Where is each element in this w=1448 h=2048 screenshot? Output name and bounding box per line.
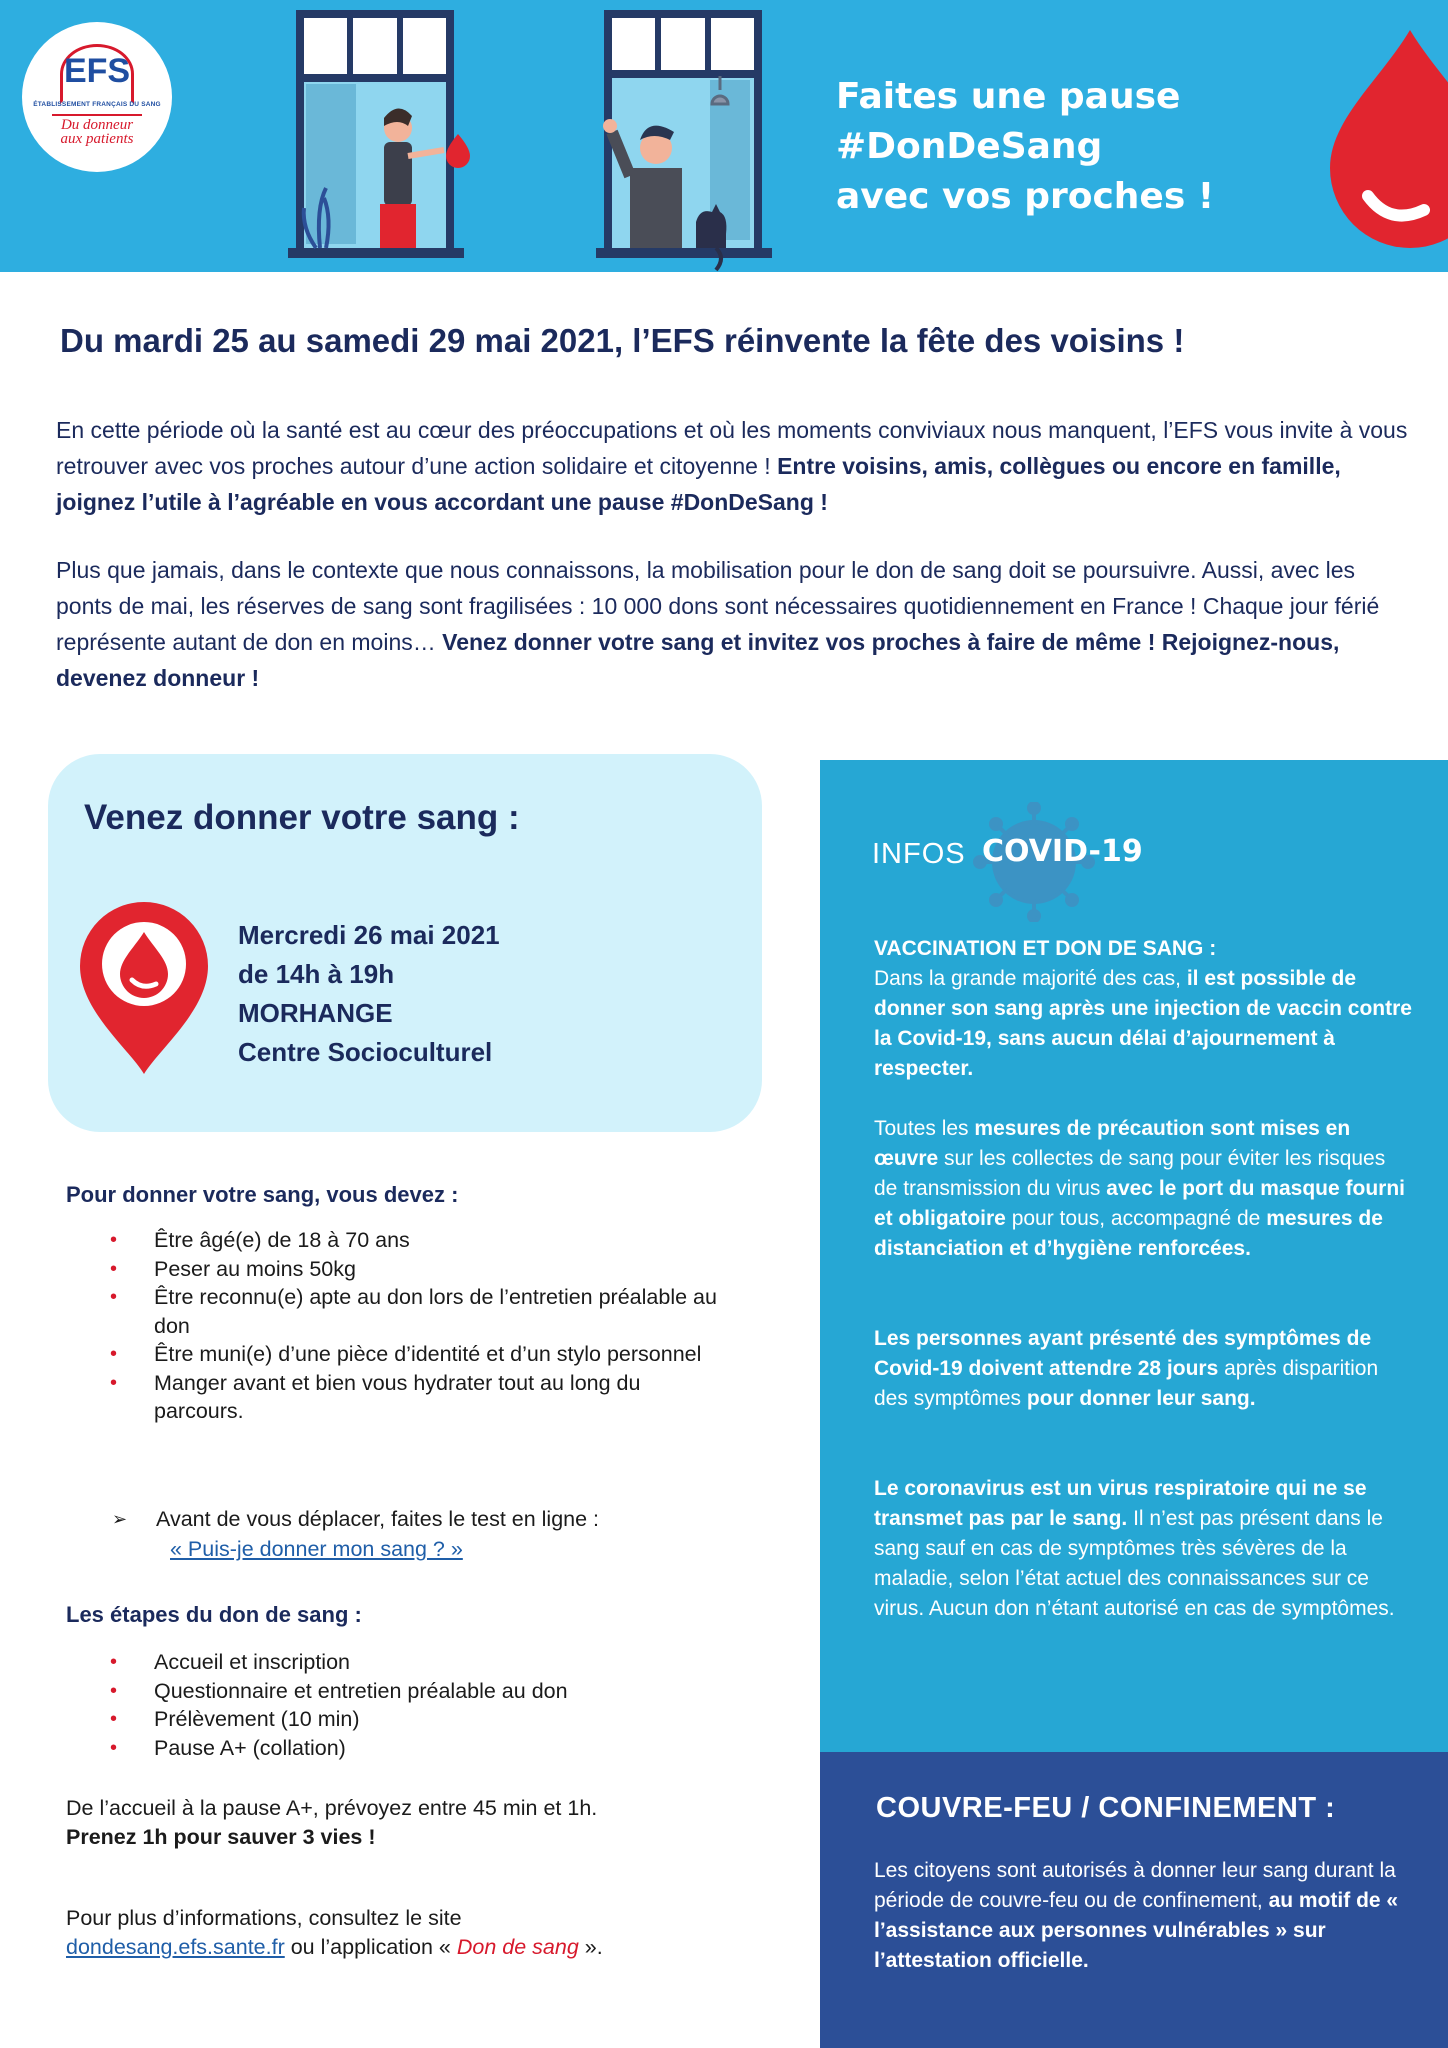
requirements-title: Pour donner votre sang, vous devez : [66, 1182, 459, 1207]
intro-p2-text: Plus que jamais, dans le contexte que nous connaissons, la mobilisation pour le don de sang doit se poursuivre. Aussi, avec les ponts de mai, les réserves de sang sont fragilisées : 10 000 dons sont nécessaires quotidiennement en France ! Chaque jour férié représente autant de don en moins… [56, 557, 1380, 655]
more-info-middle: ou l’application « [284, 1935, 457, 1959]
precautions-f: mesures de distanciation et d’hygiène renforcées. [874, 1207, 1383, 1260]
list-item: • Être reconnu(e) apte au don lors de l’entretien préalable au don [110, 1283, 730, 1340]
symptoms-b: après disparition des symptômes [874, 1357, 1379, 1410]
symptoms-c: pour donner leur sang. [1026, 1387, 1256, 1410]
vaccination-title: VACCINATION ET DON DE SANG : [874, 937, 1217, 960]
covid-transmission-block [874, 1474, 1414, 1624]
blood-drop-illustration [1330, 30, 1448, 248]
donation-event-card [48, 754, 762, 1132]
curfew-text-plain: Les citoyens sont autorisés à donner leur sang durant la période de couvre-feu ou de confinement, [874, 1859, 1396, 1912]
covid-vaccination-block [874, 934, 1414, 1084]
list-item: • Prélèvement (10 min) [110, 1705, 730, 1734]
online-test-link[interactable]: « Puis-je donner mon sang ? » [170, 1537, 463, 1561]
list-item: • Peser au moins 50kg [110, 1255, 730, 1284]
event-details [238, 916, 500, 1072]
steps-title: Les étapes du don de sang : [66, 1602, 362, 1627]
vaccination-text: Dans la grande majorité des cas, [874, 967, 1187, 990]
app-name: Don de sang [456, 1935, 579, 1959]
event-date: Mercredi 26 mai 2021 [238, 920, 500, 950]
precautions-e: pour tous, accompagné de [1005, 1207, 1267, 1230]
window-right-illustration [596, 14, 772, 270]
curfew-text-bold: au motif de « l’assistance aux personnes vulnérables » sur l’attestation officielle. [874, 1889, 1399, 1972]
steps-list [110, 1648, 730, 1762]
logo-tagline-line-2: aux patients [60, 131, 134, 147]
intro-p1-bold: Entre voisins, amis, collègues ou encore en famille, joignez l’utile à l’agréable en vous accordant une pause #DonDeSang ! [56, 453, 1341, 515]
curfew-title: COUVRE-FEU / CONFINEMENT : [876, 1792, 1336, 1824]
window-left-illustration [288, 14, 470, 258]
vaccination-bold: il est possible de donner son sang après une injection de vaccin contre la Covid-19, sans aucun délai d’ajournement à respecter. [874, 967, 1412, 1080]
duration-bold: Prenez 1h pour sauver 3 vies ! [66, 1825, 376, 1849]
slogan-line-3: avec vos proches ! [836, 176, 1215, 217]
covid-symptoms-block [874, 1324, 1414, 1414]
precautions-d: avec le port du masque fourni et obligatoire [874, 1177, 1405, 1230]
symptoms-a: Les personnes ayant présenté des symptômes de Covid-19 doivent attendre 28 jours [874, 1327, 1372, 1380]
infos-label: INFOS [872, 838, 966, 870]
precautions-c: sur les collectes de sang pour éviter les risques de transmission du virus [874, 1147, 1386, 1200]
more-info-prefix: Pour plus d’informations, consultez le site [66, 1906, 462, 1930]
precautions-b: mesures de précaution sont mises en œuvre [874, 1117, 1351, 1170]
headline: Du mardi 25 au samedi 29 mai 2021, l’EFS réinvente la fête des voisins ! [60, 322, 1185, 359]
curfew-panel [820, 1752, 1448, 2048]
more-info-suffix: ». [578, 1935, 603, 1959]
list-item: • Être muni(e) d’une pièce d’identité et d’un stylo personnel [110, 1340, 730, 1369]
precautions-a: Toutes les [874, 1117, 975, 1140]
donation-card-title: Venez donner votre sang : [84, 798, 520, 837]
covid-info-panel [820, 760, 1448, 1752]
transmission-b: Il n’est pas présent dans le sang sauf en cas de symptômes très sévères de la maladie, selon l’état actuel des connaissances sur ce virus. Aucun don n’étant autorisé en cas de symptômes. [874, 1507, 1395, 1620]
event-city: MORHANGE [238, 998, 393, 1028]
transmission-a: Le coronavirus est un virus respiratoire qui ne se transmet pas par le sang. [874, 1477, 1367, 1530]
logo-subtitle: ÉTABLISSEMENT FRANÇAIS DU SANG [33, 101, 161, 108]
curfew-text [874, 1856, 1414, 1976]
requirements-list [110, 1226, 730, 1426]
duration-text: De l’accueil à la pause A+, prévoyez entre 45 min et 1h. [66, 1796, 598, 1820]
logo-tagline-line-1: Du donneur [60, 117, 134, 133]
intro-p2-bold: Venez donner votre sang et invitez vos proches à faire de même ! Rejoignez-nous, devenez donneur ! [56, 629, 1340, 691]
covid-label: COVID-19 [982, 834, 1143, 869]
intro-p1-text: En cette période où la santé est au cœur des préoccupations et où les moments conviviaux nous manquent, l’EFS vous invite à vous retrouver avec vos proches autour d’une action solidaire et citoyenne ! [56, 417, 1408, 479]
list-item: • Questionnaire et entretien préalable au don [110, 1677, 730, 1706]
list-item: • Être âgé(e) de 18 à 70 ans [110, 1226, 730, 1255]
list-item: • Accueil et inscription [110, 1648, 730, 1677]
event-hours: de 14h à 19h [238, 959, 395, 989]
more-info-note [66, 1904, 766, 1962]
intro-paragraph-2 [56, 552, 1416, 696]
duration-note [66, 1794, 766, 1852]
event-venue: Centre Socioculturel [238, 1037, 493, 1067]
arrow-bullet-icon: ➢ [112, 1509, 128, 1529]
list-item: • Pause A+ (collation) [110, 1734, 730, 1763]
list-item: • Manger avant et bien vous hydrater tout au long du parcours. [110, 1369, 730, 1426]
banner-slogan [836, 72, 1256, 222]
online-test-text: Avant de vous déplacer, faites le test en ligne : [156, 1507, 600, 1531]
website-link[interactable]: dondesang.efs.sante.fr [66, 1935, 285, 1959]
slogan-line-1: Faites une pause [836, 76, 1181, 117]
logo-name: EFS [63, 52, 131, 90]
covid-precautions-block [874, 1114, 1414, 1264]
header-banner [0, 0, 1448, 272]
location-pin-icon [76, 900, 212, 1076]
slogan-line-2: #DonDeSang [836, 126, 1103, 167]
intro-paragraph-1 [56, 412, 1416, 520]
